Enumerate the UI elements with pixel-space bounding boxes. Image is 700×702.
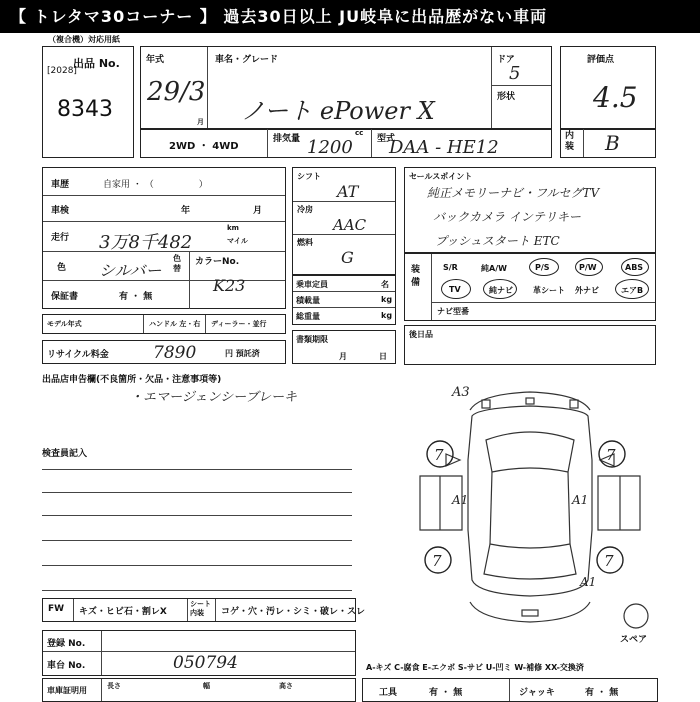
cert-label: 車庫証明用 (47, 686, 87, 695)
spec-row (140, 128, 552, 158)
interior-value: B (605, 131, 620, 155)
aircon-label: 冷房 (297, 205, 313, 214)
docs-label: 書類期限 (296, 335, 328, 344)
type-label: 型式 (377, 134, 396, 144)
aircon-value: AAC (333, 216, 367, 234)
car-diagram (400, 380, 660, 650)
lot-number: 8343 (57, 97, 113, 122)
color-label: 色 (57, 263, 67, 273)
dealer-label: ディーラー・並行 (211, 320, 267, 328)
color-change-label: 色替 (173, 254, 181, 273)
tools-row (362, 678, 658, 702)
mileage-unit-mile: マイル (227, 237, 248, 245)
seat-label: シート内装 (190, 600, 211, 617)
equipment-label: 装備 (411, 265, 421, 288)
load-unit: kg (381, 295, 393, 304)
damage-mark: A3 (452, 385, 470, 400)
left-spec-table (42, 167, 286, 309)
docs-month: 月 (339, 352, 347, 361)
shift-label: シフト (297, 172, 321, 181)
navi-model-label: ナビ型番 (437, 307, 469, 316)
equip-tv: TV (449, 285, 461, 294)
score-box (560, 46, 656, 130)
displacement-label: 排気量 (273, 134, 301, 144)
fuel-value: G (341, 248, 354, 267)
damage-mark: 7 (432, 552, 442, 570)
capacity-table (292, 275, 396, 325)
equip-ps: P/S (535, 263, 550, 272)
equip-abs: ABS (625, 263, 644, 272)
tools-value: 有 ・ 無 (429, 688, 463, 698)
equip-sr: S/R (443, 263, 458, 272)
score-value: 4.5 (593, 81, 638, 114)
damage-mark: 7 (604, 552, 614, 570)
year-value: 29/3 (147, 77, 206, 107)
model-year-label: モデル年式 (47, 320, 82, 328)
equipment-box (404, 253, 656, 321)
mid-spec-table (292, 167, 396, 275)
equip-navi: 純ナビ (489, 286, 513, 295)
model-value: ノート ePower X (241, 97, 435, 125)
fw-label: FW (48, 604, 65, 614)
cert-dim: 幅 (203, 682, 210, 690)
warranty-label: 保証書 (51, 292, 79, 302)
cert-dim: 高さ (279, 682, 293, 690)
history-label: 車歴 (51, 180, 70, 190)
weight-label: 総重量 (296, 312, 320, 321)
registration-label: 登録 No. (47, 639, 86, 649)
equip-pw: P/W (579, 263, 597, 272)
handle-label: ハンドル 左・右 (149, 320, 201, 328)
circle-mark (621, 258, 649, 276)
sales-point-line: プッシュスタート ETC (435, 234, 560, 248)
lot-tag: [2028] (47, 66, 77, 76)
spare-label: スペア (620, 635, 648, 645)
weight-unit: kg (381, 311, 393, 320)
inspection-label: 車検 (51, 206, 70, 216)
shape-label: 形状 (497, 92, 516, 102)
shift-value: AT (337, 182, 359, 201)
equip-airbag: エアB (621, 286, 644, 295)
model-label: 車名・グレード (215, 55, 279, 65)
after-box (404, 325, 656, 365)
circle-mark (575, 258, 603, 276)
chassis-value: 050794 (173, 653, 238, 673)
interior-box (560, 128, 656, 158)
damage-mark: A1 (572, 493, 589, 507)
fuel-label: 燃料 (297, 238, 313, 247)
score-label: 評価点 (587, 55, 615, 65)
mileage-unit-km: km (227, 224, 239, 232)
sales-point-line: バックカメラ インテリキー (433, 210, 581, 224)
fw-text: キズ・ヒビ石・割レX (79, 607, 167, 617)
lot-label: 出品 No. (73, 57, 120, 70)
inspection-month: 月 (253, 206, 263, 216)
fw-row (42, 598, 366, 622)
sales-points-label: セールスポイント (409, 172, 473, 181)
model-year-row (42, 314, 286, 334)
recycle-row (42, 340, 286, 364)
history-options: 自家用 ・ （ ） (103, 180, 208, 190)
recycle-unit: 円 預託済 (225, 349, 260, 358)
cert-dim: 長さ (107, 682, 121, 690)
drive-value: 2WD ・ 4WD (169, 141, 239, 152)
load-label: 積載量 (296, 296, 320, 305)
damage-mark: 7 (434, 446, 444, 464)
year-month-mark: 月 (197, 118, 204, 126)
defects-label: 出品店申告欄(不良箇所・欠品・注意事項等) (42, 375, 222, 385)
color-code: K23 (213, 276, 246, 295)
doors-label: ドア (497, 55, 515, 65)
docs-day: 日 (379, 352, 387, 361)
circle-mark (615, 279, 649, 299)
inspection-year: 年 (181, 206, 191, 216)
interior-label: 内装 (565, 131, 575, 152)
sales-points-box (404, 167, 656, 253)
type-value: DAA - HE12 (389, 137, 499, 158)
mileage-value: 3万8千482 (99, 232, 193, 253)
damage-mark: A1 (580, 575, 597, 589)
lot-box (42, 46, 134, 158)
defects-note: ・エマージェンシーブレーキ (130, 390, 297, 405)
displacement-unit: cc (355, 129, 364, 137)
damage-mark: A1 (452, 493, 469, 507)
year-label: 年式 (146, 55, 165, 65)
inspector-label: 検査員記入 (42, 449, 88, 459)
circle-mark (441, 279, 471, 299)
header-box (140, 46, 552, 130)
sales-point-line: 純正メモリーナビ・フルセグTV (427, 186, 600, 200)
displacement-value: 1200 (307, 137, 353, 158)
circle-mark (529, 258, 559, 276)
after-label: 後日品 (409, 330, 433, 339)
color-value: シルバー (99, 261, 162, 280)
top-note: （複合機）対応用紙 (48, 35, 120, 44)
docs-box (292, 330, 396, 364)
recycle-value: 7890 (153, 343, 197, 363)
color-code-label: カラーNo. (195, 257, 240, 267)
equip-leather: 革シート (533, 286, 565, 295)
legend: A-キズ C-腐食 E-エクボ S-サビ U-凹ミ W-補修 XX-交換済 (366, 663, 584, 672)
registration-box (42, 630, 356, 676)
chassis-label: 車台 No. (47, 661, 86, 671)
circle-mark (483, 279, 517, 299)
capacity-label: 乗車定員 (296, 280, 328, 289)
warranty-value: 有 ・ 無 (119, 292, 153, 302)
equip-ext-navi: 外ナビ (575, 286, 599, 295)
mileage-label: 走行 (51, 233, 70, 243)
seat-text: コゲ・穴・汚レ・シミ・破レ・スレ (221, 607, 366, 617)
doors-value: 5 (509, 63, 521, 84)
recycle-label: リサイクル料金 (47, 350, 109, 360)
tools-label: 工具 (379, 688, 398, 698)
jack-value: 有 ・ 無 (585, 688, 619, 698)
equip-aw: 純A/W (481, 264, 507, 273)
damage-mark: 7 (606, 446, 616, 464)
cert-row (42, 678, 356, 702)
capacity-unit: 名 (381, 280, 389, 289)
banner: 【 トレタマ30コーナー 】 過去30日以上 JU岐阜に出品歴がない車両 (0, 0, 700, 33)
jack-label: ジャッキ (519, 688, 555, 698)
